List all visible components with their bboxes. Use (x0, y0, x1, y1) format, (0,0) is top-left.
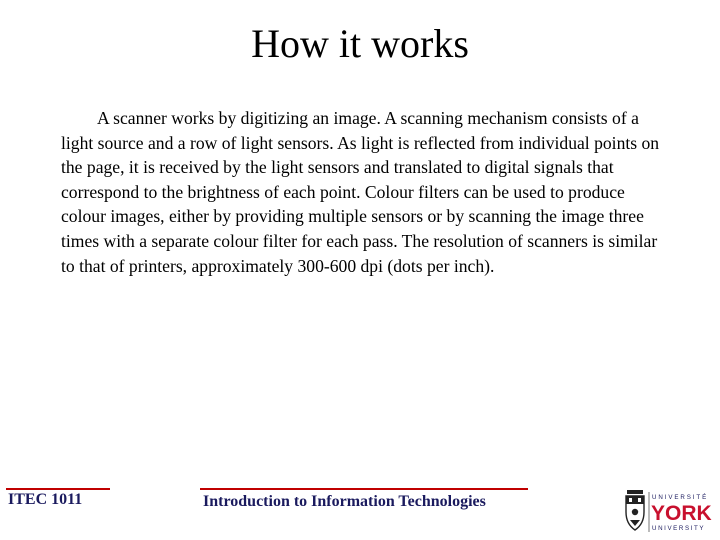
footer-divider-center (200, 488, 528, 490)
logo-top-text: UNIVERSITÉ (652, 494, 709, 501)
slide-body-text: A scanner works by digitizing an image. A scanning mechanism consists of a light source and a row of light sensors. As light is reflected from individual points on the page, it is received by the light sensors and translated to digital signals that correspond to the brightness of each point. Colour filters can be used to produce colour images, either by providing multiple sensors or by scanning the image three times with a separate colour filter for each pass. The resolution of scanners is similar to that of printers, approximately 300-600 dpi (dots per inch). (61, 108, 660, 276)
footer-divider-left (6, 488, 110, 490)
logo-main-text: YORK (651, 502, 712, 525)
york-university-logo (624, 490, 714, 534)
york-crest-icon (626, 490, 644, 530)
footer-course-code: ITEC 1011 (8, 491, 83, 508)
footer-course-name: Introduction to Information Technologies (203, 493, 486, 510)
logo-bottom-text: UNIVERSITY (652, 525, 706, 532)
slide-title: How it works (251, 21, 469, 66)
